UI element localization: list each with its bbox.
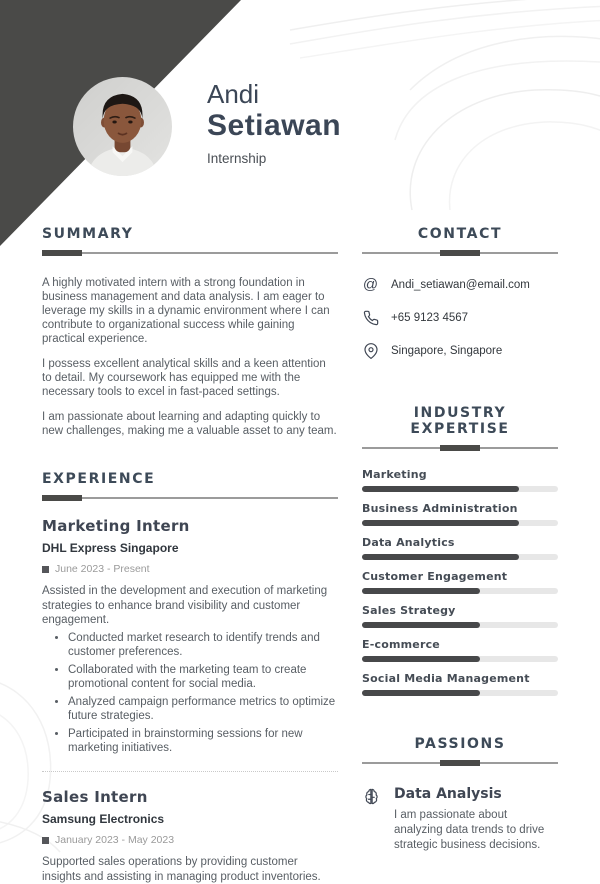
job-description: Assisted in the development and execution of marketing strategies to enhance brand visibility and customer engagement. <box>42 585 328 626</box>
skill-label: Data Analytics <box>362 536 455 549</box>
left-column <box>42 226 338 884</box>
contour-decoration-top-right <box>300 0 600 210</box>
contact-location: Singapore, Singapore <box>391 344 503 357</box>
summary-paragraph: I possess excellent analytical skills and a keen attention to detail. My coursework has equipped me with the necessary tools to excel in fast-paced settings. <box>42 358 326 399</box>
profile-photo <box>73 77 172 176</box>
contact-row-email <box>362 276 558 293</box>
job-entry-sales-intern <box>42 788 338 884</box>
skill-bar-track <box>362 622 558 628</box>
phone-icon <box>362 309 379 326</box>
skill-sales-strategy <box>362 604 558 628</box>
contact-row-location <box>362 342 558 359</box>
job-company: DHL Express Singapore <box>42 541 179 556</box>
summary-body <box>42 276 338 438</box>
skill-label: Sales Strategy <box>362 604 456 617</box>
job-company: Samsung Electronics <box>42 812 165 827</box>
job-dates-text: June 2023 - Present <box>55 563 150 576</box>
skill-label: Social Media Management <box>362 672 530 685</box>
date-square-icon <box>42 566 49 573</box>
right-column <box>362 226 558 884</box>
job-bullet: • Analyzed campaign performance metrics to optimize future strategies. <box>68 695 338 723</box>
passion-text-block <box>394 786 558 853</box>
job-description: Supported sales operations by providing customer insights and assisting in managing product inventories. <box>42 856 321 883</box>
job-bullet: • Conducted market research to identify trends and customer preferences. <box>68 631 338 659</box>
contact-list <box>362 276 558 359</box>
role-subtitle: Internship <box>207 151 267 167</box>
job-bullet-list <box>42 631 338 755</box>
contact-heading: CONTACT <box>417 226 503 242</box>
passion-item-data-analysis <box>362 786 558 853</box>
contact-row-phone <box>362 309 558 326</box>
experience-heading: EXPERIENCE <box>42 471 156 488</box>
skill-customer-engagement <box>362 570 558 594</box>
job-title: Sales Intern <box>42 788 148 807</box>
at-icon: @ <box>362 276 379 293</box>
experience-section <box>42 471 338 884</box>
skill-bar-fill <box>362 690 480 696</box>
contact-phone: +65 9123 4567 <box>391 311 469 324</box>
skill-data-analytics <box>362 536 558 560</box>
skill-bar-track <box>362 690 558 696</box>
date-square-icon <box>42 837 49 844</box>
skill-bar-track <box>362 486 558 492</box>
skills-list <box>362 468 558 696</box>
passion-title: Data Analysis <box>394 786 502 802</box>
first-name: Andi <box>207 79 260 109</box>
heading-rule <box>362 445 558 451</box>
heading-rule <box>362 250 558 256</box>
passions-section <box>362 736 558 853</box>
summary-heading: SUMMARY <box>42 226 134 242</box>
passions-heading: PASSIONS <box>414 736 506 752</box>
name-block <box>207 80 341 166</box>
job-divider <box>42 771 338 772</box>
heading-rule <box>42 250 338 256</box>
job-bullet: • Collaborated with the marketing team to create promotional content for social media. <box>68 663 338 691</box>
job-entry-marketing-intern <box>42 517 338 755</box>
main-content <box>42 226 558 884</box>
skill-bar-fill <box>362 622 480 628</box>
brain-icon <box>362 786 382 853</box>
skill-bar-track <box>362 554 558 560</box>
summary-paragraph: I am passionate about learning and adapting quickly to new challenges, making me a valuable asset to any team. <box>42 411 337 438</box>
skill-marketing <box>362 468 558 492</box>
skill-label: Business Administration <box>362 502 518 515</box>
job-dates-text: January 2023 - May 2023 <box>55 834 175 847</box>
location-icon <box>362 342 379 359</box>
skill-bar-fill <box>362 486 519 492</box>
skill-social-media-management <box>362 672 558 696</box>
summary-paragraph: A highly motivated intern with a strong foundation in business management and data analysis. I am eager to leverage my skills in a dynamic environment where I can contribute to organizational success while gaining practical experience. <box>42 277 330 346</box>
industry-expertise-heading: INDUSTRY EXPERTISE <box>410 405 510 437</box>
heading-rule <box>362 760 558 766</box>
skill-bar-fill <box>362 588 480 594</box>
skill-bar-fill <box>362 656 480 662</box>
contact-email: Andi_setiawan@email.com <box>391 278 530 291</box>
contact-section <box>362 226 558 359</box>
passion-description: I am passionate about analyzing data trends to drive strategic business decisions. <box>394 809 545 851</box>
skill-bar-fill <box>362 554 519 560</box>
skill-label: E-commerce <box>362 638 440 651</box>
job-title: Marketing Intern <box>42 517 190 536</box>
heading-rule <box>42 495 338 501</box>
skill-bar-track <box>362 656 558 662</box>
skill-label: Customer Engagement <box>362 570 508 583</box>
summary-section <box>42 226 338 438</box>
job-bullet: • Participated in brainstorming sessions for new marketing initiatives. <box>68 727 338 755</box>
skill-business-administration <box>362 502 558 526</box>
job-dates <box>42 834 338 846</box>
skill-label: Marketing <box>362 468 427 481</box>
skill-bar-track <box>362 520 558 526</box>
job-dates <box>42 563 338 575</box>
industry-expertise-section <box>362 405 558 696</box>
skill-bar-track <box>362 588 558 594</box>
skill-e-commerce <box>362 638 558 662</box>
profile-photo-image <box>73 77 172 176</box>
skill-bar-fill <box>362 520 519 526</box>
last-name: Setiawan <box>207 109 342 143</box>
